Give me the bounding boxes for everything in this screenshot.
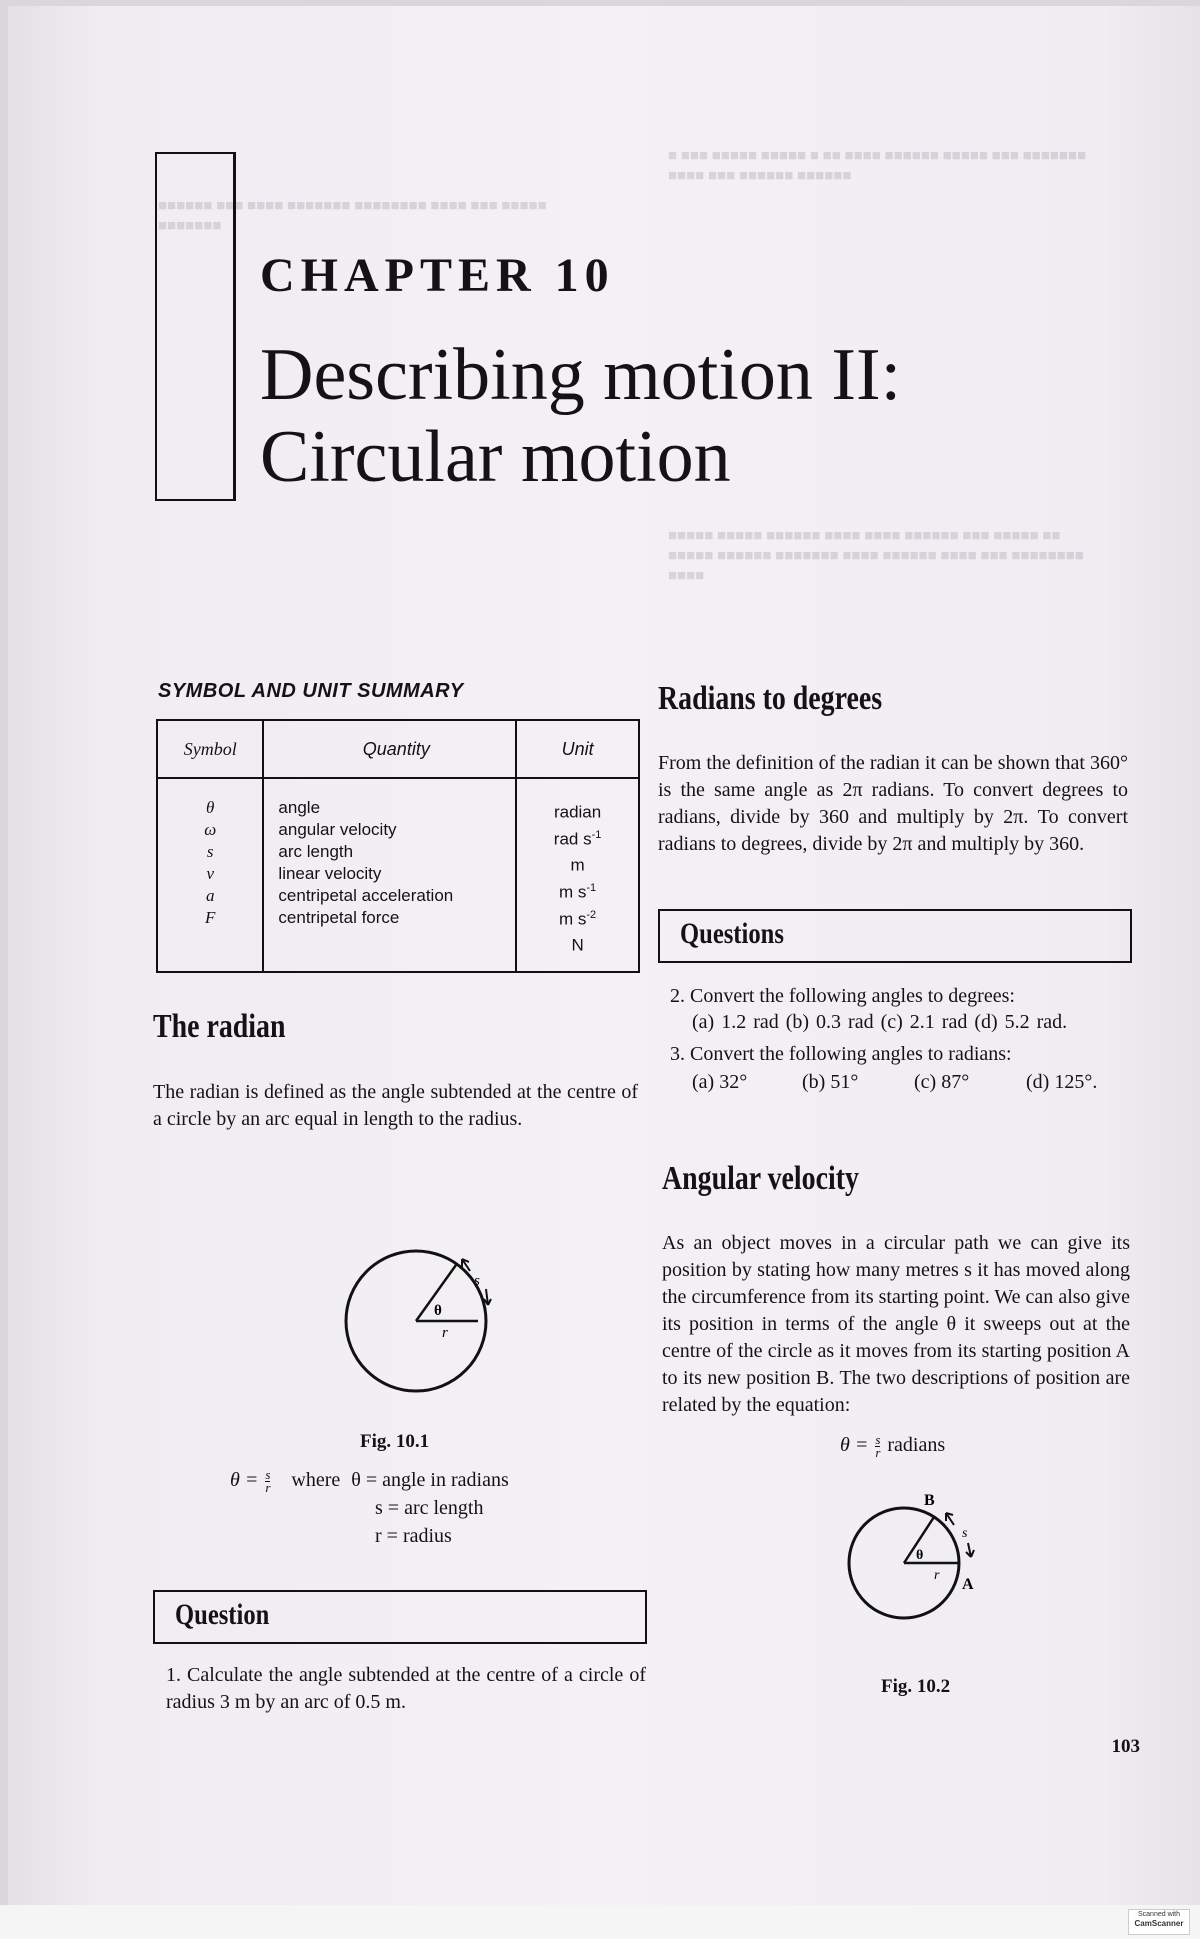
chapter-title xyxy=(260,334,960,498)
table-cell: arc length xyxy=(278,842,354,861)
table-cell: v xyxy=(206,864,214,883)
column-header-quantity: Quantity xyxy=(263,720,516,778)
question-2: 2. Convert the following angles to degrees: xyxy=(670,985,1015,1007)
table-cell: ω xyxy=(204,820,217,839)
unit-column xyxy=(516,778,639,972)
fraction-s-over-r: $\frac{s}{r}$ xyxy=(265,1466,271,1495)
s-label: s xyxy=(962,1526,968,1541)
symbol-unit-table xyxy=(156,719,640,973)
point-a-label: A xyxy=(962,1576,974,1593)
radian-equation xyxy=(230,1466,509,1494)
angular-velocity-heading: Angular velocity xyxy=(662,1160,859,1197)
question-box xyxy=(153,1590,647,1644)
table-cell: linear velocity xyxy=(278,864,382,883)
table-cell: m xyxy=(570,855,585,875)
table-cell: m $s^{-2}$ xyxy=(559,908,597,929)
chapter-title-line-2: Circular motion xyxy=(260,416,731,498)
column-header-unit: Unit xyxy=(516,720,639,778)
radian-heading: The radian xyxy=(153,1008,286,1045)
option: (b) 51° xyxy=(802,1071,859,1093)
table-cell: a xyxy=(205,886,215,905)
point-b-label: B xyxy=(924,1492,935,1509)
r-label: r xyxy=(934,1568,940,1583)
fig-10-1-diagram xyxy=(338,1241,498,1401)
where-word: where xyxy=(291,1469,341,1491)
bleed-through-text: ■ ■■■ ■■■■■ ■■■■■ ■ ■■ ■■■■ ■■■■■■ ■■■■■ ■■■ ■■■■■■■ ■■■■ ■■■ ■■■■■■ ■■■■■■ xyxy=(668,148,1087,184)
fig-10-1-caption: Fig. 10.1 xyxy=(360,1431,430,1452)
table-cell: centripetal force xyxy=(278,908,400,927)
fraction-s-over-r: $\frac{s}{r}$ xyxy=(875,1431,881,1460)
fig-10-2-diagram xyxy=(838,1491,1008,1631)
equation-lhs: θ = xyxy=(840,1434,869,1456)
angular-equation xyxy=(840,1431,945,1459)
angular-velocity-text: As an object moves in a circular path we can give its position by stating how many metres s it has moved along the circumference from its starting point. We can also give its position in terms of the angle θ it sweeps out at the centre of the circle as it moves from its starting position A to its new position B. The two descriptions of position are related by the equation: xyxy=(662,1232,1130,1416)
symbol-column xyxy=(157,778,263,972)
option: (d) 125°. xyxy=(1026,1071,1098,1093)
chapter-title-line-1: Describing motion II: xyxy=(260,334,902,416)
table-cell: rad $s^{-1}$ xyxy=(553,828,602,849)
table-cell: m $s^{-1}$ xyxy=(559,881,597,902)
table-body-row xyxy=(157,778,639,972)
r-label: r xyxy=(442,1325,448,1341)
table-cell: centripetal acceleration xyxy=(278,886,454,905)
table-cell: s xyxy=(206,842,214,861)
radians-to-degrees-text: From the definition of the radian it can be shown that 360° is the same angle as 2π radians. To convert degrees to radians, divide by 360 and multiply by 2π. To convert radians to degrees, divide by 2π and multiply by 360. xyxy=(658,752,1128,855)
where-item: r = radius xyxy=(375,1525,452,1547)
question-2-options: (a) 1.2 rad (b) 0.3 rad (c) 2.1 rad (d) 5.2 rad. xyxy=(692,1011,1068,1033)
table-cell: θ xyxy=(206,798,215,817)
table-cell: angular velocity xyxy=(278,820,397,839)
radians-to-degrees-heading: Radians to degrees xyxy=(658,680,883,717)
s-label: s xyxy=(474,1273,480,1289)
arrow-up-icon xyxy=(946,1513,954,1525)
radian-definition: The radian is defined as the angle subtended at the centre of a circle by an arc equal in length to the radius. xyxy=(153,1081,638,1130)
bleed-through-text: ■■■■■ ■■■■■ ■■■■■■ ■■■■ ■■■■ ■■■■■■ ■■■ ■■■■■ ■■ ■■■■■ ■■■■■■ ■■■■■■■ ■■■■ ■■■■■■ ■■■■ ■■■ ■■■■■■■■ ■■■■ xyxy=(668,528,1084,584)
quantity-column xyxy=(263,778,516,972)
where-item: θ = angle in radians xyxy=(351,1469,509,1491)
summary-heading: SYMBOL AND UNIT SUMMARY xyxy=(158,680,464,702)
chapter-label: CHAPTER 10 xyxy=(260,249,615,302)
arrow-down-icon xyxy=(966,1543,974,1557)
scanner-footer xyxy=(0,1905,1200,1939)
table-cell: radian xyxy=(553,802,602,822)
option: (c) 87° xyxy=(914,1071,970,1093)
question-1: 1. Calculate the angle subtended at the centre of a circle of radius 3 m by an arc of 0.5 m. xyxy=(166,1664,646,1713)
column-header-symbol: Symbol xyxy=(157,720,263,778)
question-heading: Question xyxy=(175,1598,270,1631)
equation-lhs: θ = xyxy=(230,1469,259,1491)
chapter-marker-box xyxy=(155,152,236,501)
page xyxy=(8,6,1200,1906)
camscanner-badge: Scanned with CamScanner xyxy=(1128,1909,1190,1935)
table-cell: angle xyxy=(278,798,321,817)
equation-unit: radians xyxy=(887,1434,946,1456)
page-number: 103 xyxy=(1111,1736,1140,1757)
bleed-through-text: ■■■■■■ ■■■ ■■■■ ■■■■■■■ ■■■■■■■■ ■■■■ ■■■ ■■■■■ ■■■■■■■ xyxy=(158,198,547,234)
where-item: s = arc length xyxy=(375,1497,484,1519)
question-3-options xyxy=(692,1068,1098,1096)
table-cell: N xyxy=(571,935,584,955)
theta-label: θ xyxy=(916,1548,924,1563)
theta-label: θ xyxy=(434,1303,442,1319)
questions-box xyxy=(658,909,1132,963)
option: (a) 32° xyxy=(692,1071,748,1093)
question-3: 3. Convert the following angles to radians: xyxy=(670,1043,1012,1065)
questions-heading: Questions xyxy=(680,917,784,950)
table-cell: F xyxy=(205,908,216,927)
fig-10-2-caption: Fig. 10.2 xyxy=(881,1676,951,1697)
